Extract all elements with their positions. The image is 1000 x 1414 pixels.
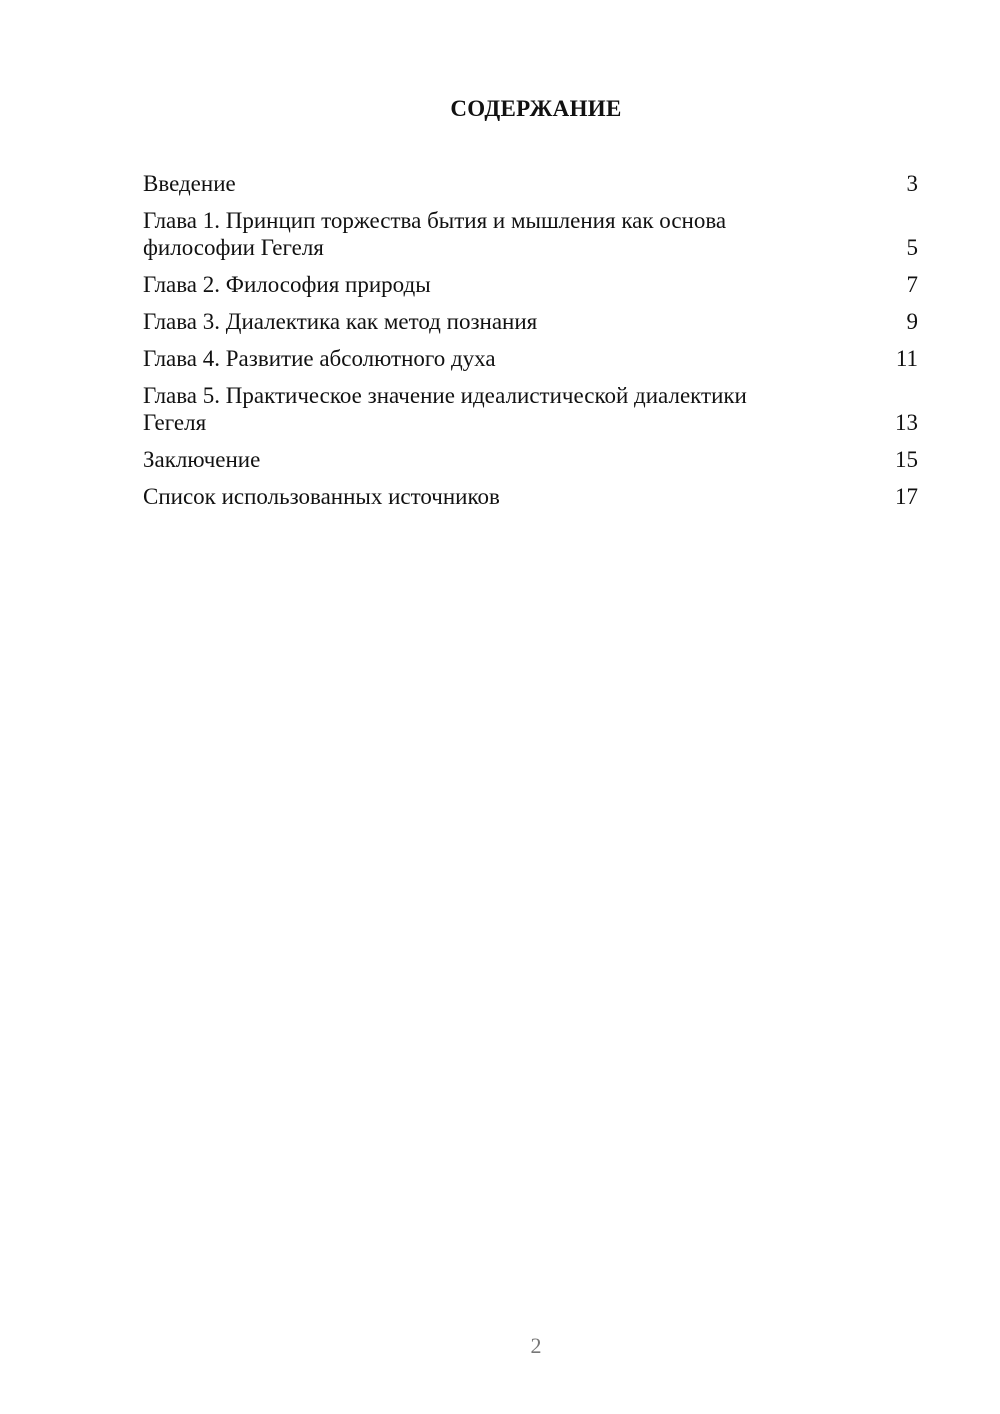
- toc-entry-page: 3: [906, 171, 918, 196]
- toc-entry-conclusion[interactable]: [143, 446, 918, 473]
- toc-entry-page: 5: [906, 235, 918, 260]
- toc-entry-text: Глава 3. Диалектика как метод познания: [143, 309, 538, 334]
- toc-entry-chapter-3[interactable]: [143, 308, 918, 335]
- toc-entry-page: 13: [895, 410, 918, 435]
- toc-entry-chapter-4[interactable]: [143, 345, 918, 372]
- toc-entry-text: Введение: [143, 171, 236, 196]
- toc-entry-text: Глава 1. Принцип торжества бытия и мышления как основа философии Гегеля: [143, 208, 727, 260]
- toc-entry-chapter-5[interactable]: [143, 382, 918, 436]
- toc-entry-introduction[interactable]: [143, 170, 918, 197]
- toc-entry-page: 9: [906, 309, 918, 334]
- toc-entry-text: Глава 2. Философия природы: [143, 272, 431, 297]
- toc-entry-text: Заключение: [143, 447, 261, 472]
- toc-entry-chapter-2[interactable]: [143, 271, 918, 298]
- toc-entry-page: 17: [895, 484, 918, 509]
- toc-entry-chapter-1[interactable]: [143, 207, 918, 261]
- toc-entry-text: Глава 4. Развитие абсолютного духа: [143, 346, 496, 371]
- toc-entry-page: 11: [895, 346, 918, 371]
- toc-entry-text: Список использованных источников: [143, 484, 500, 509]
- toc-title: СОДЕРЖАНИЕ: [450, 96, 622, 121]
- toc-entry-text: Глава 5. Практическое значение идеалистической диалектики Гегеля: [143, 383, 747, 435]
- toc-entry-references[interactable]: [143, 483, 918, 510]
- toc-entry-page: 15: [895, 447, 918, 472]
- toc-entry-page: 7: [906, 272, 918, 297]
- page-number: 2: [530, 1333, 542, 1358]
- table-of-contents: [143, 170, 918, 520]
